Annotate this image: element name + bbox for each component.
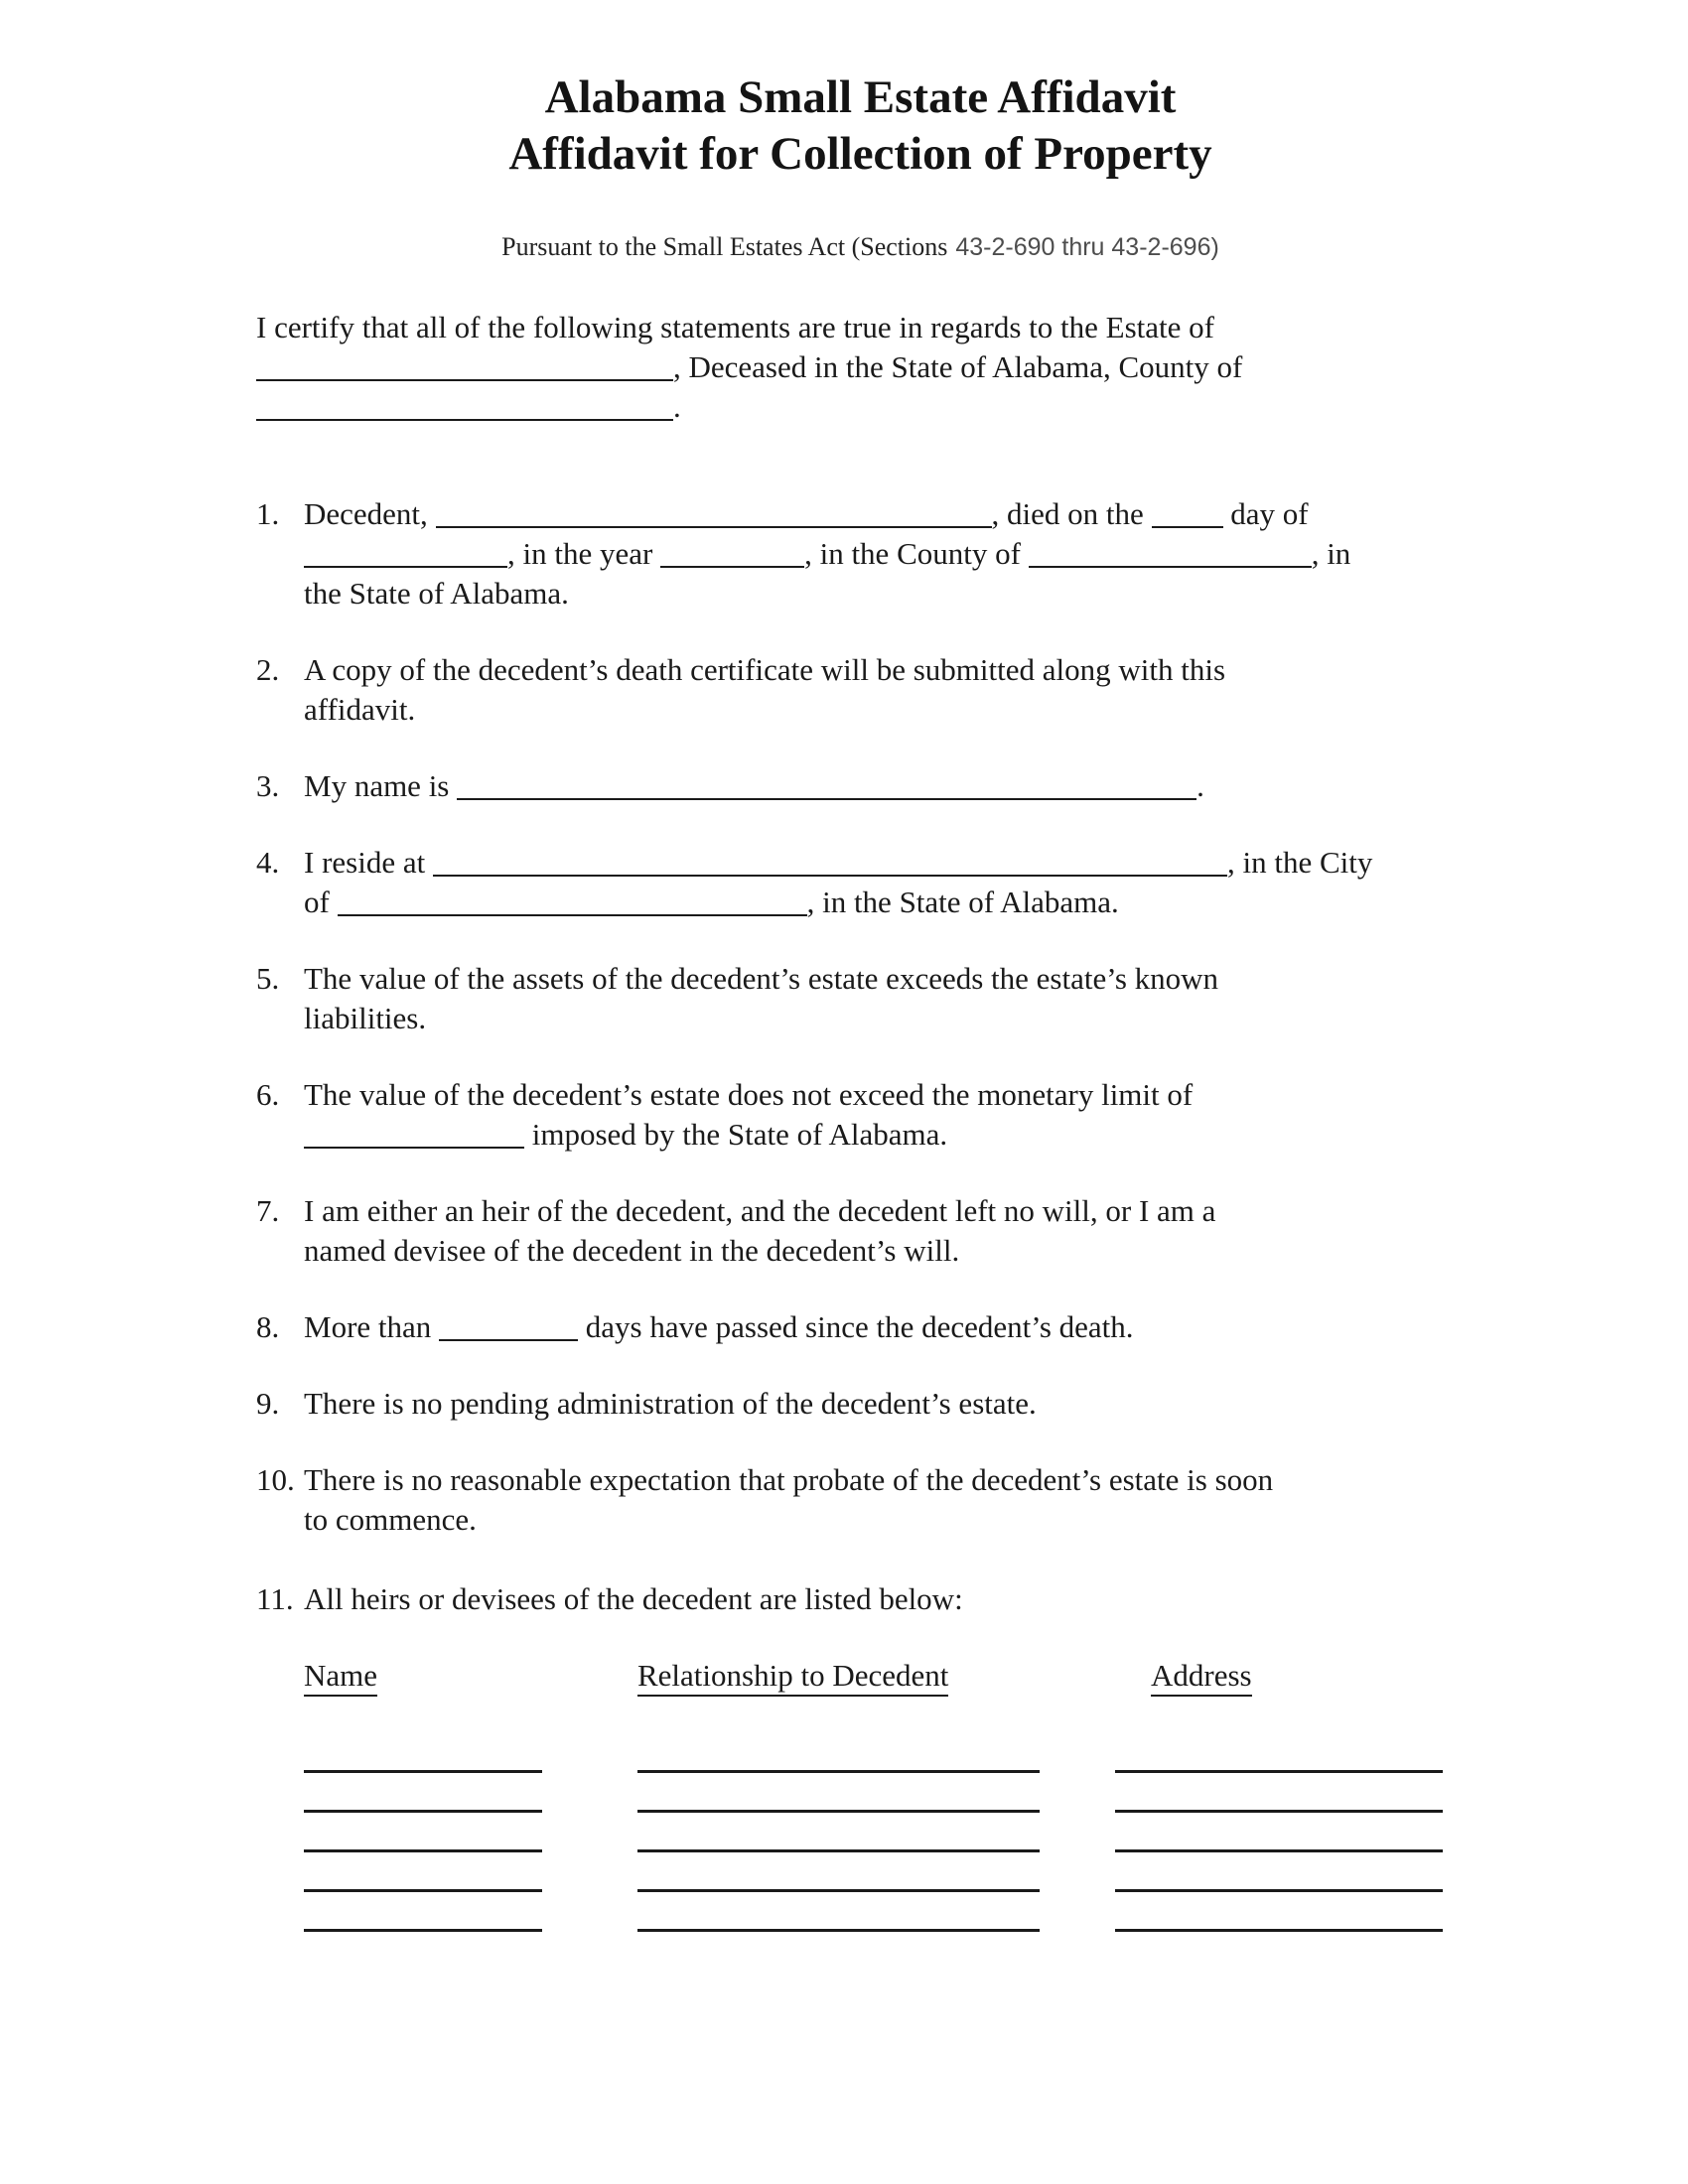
heirs-blank-cell[interactable] bbox=[1115, 1852, 1443, 1892]
heirs-header-cell bbox=[304, 1656, 542, 1696]
heirs-table-body bbox=[304, 1733, 1465, 1932]
item-text bbox=[304, 1075, 1465, 1155]
text-run: imposed by the State of Alabama. bbox=[524, 1117, 948, 1152]
text-run: I certify that all of the following statements are true in regards to the Estate of bbox=[256, 310, 1214, 344]
title-line-2: Affidavit for Collection of Property bbox=[508, 128, 1212, 180]
item-text bbox=[304, 959, 1465, 1038]
text-run: days have passed since the decedent’s death. bbox=[578, 1309, 1134, 1344]
heirs-column-header: Relationship to Decedent bbox=[637, 1658, 948, 1697]
item-number: 6. bbox=[256, 1077, 280, 1112]
text-run: , in bbox=[1311, 536, 1351, 571]
item-number: 7. bbox=[256, 1193, 280, 1228]
heirs-blank-cell[interactable] bbox=[1115, 1733, 1443, 1773]
blank-fill-in-line[interactable] bbox=[433, 875, 1227, 877]
item-text bbox=[304, 766, 1465, 806]
heirs-blank-cell[interactable] bbox=[1115, 1813, 1443, 1852]
statement-item-6 bbox=[256, 1075, 1465, 1155]
heirs-header-cell bbox=[637, 1656, 1040, 1696]
statement-item-11 bbox=[256, 1579, 1465, 1619]
item-number: 9. bbox=[256, 1386, 280, 1421]
text-run: of bbox=[304, 885, 338, 919]
text-run: , in the City bbox=[1226, 845, 1373, 880]
text-run: A copy of the decedent’s death certificate will be submitted along with this bbox=[304, 652, 1226, 687]
heirs-blank-cell[interactable] bbox=[637, 1852, 1040, 1892]
statement-item-4 bbox=[256, 843, 1465, 922]
blank-fill-in-line[interactable] bbox=[304, 566, 507, 568]
statement-item-1 bbox=[256, 494, 1465, 614]
text-run: day of bbox=[1222, 496, 1309, 531]
heirs-blank-row bbox=[304, 1773, 1465, 1813]
text-run: I reside at bbox=[304, 845, 433, 880]
heirs-table-header-row bbox=[304, 1656, 1465, 1696]
blank-fill-in-line[interactable] bbox=[436, 526, 992, 528]
text-run: , in the State of Alabama. bbox=[806, 885, 1119, 919]
blank-fill-in-line[interactable] bbox=[338, 914, 807, 916]
text-run: the State of Alabama. bbox=[304, 576, 569, 611]
text-run: affidavit. bbox=[304, 692, 416, 727]
item-number: 10. bbox=[256, 1462, 295, 1497]
item-text bbox=[304, 1460, 1465, 1540]
title-line-1: Alabama Small Estate Affidavit bbox=[544, 71, 1177, 123]
certification-paragraph bbox=[256, 308, 1465, 427]
document-title bbox=[256, 69, 1465, 183]
heirs-blank-row bbox=[304, 1852, 1465, 1892]
item-number: 8. bbox=[256, 1309, 280, 1344]
heirs-blank-row bbox=[304, 1733, 1465, 1773]
item-number: 5. bbox=[256, 961, 280, 996]
blank-fill-in-line[interactable] bbox=[457, 798, 1196, 800]
text-run: The value of the assets of the decedent’s estate exceeds the estate’s known bbox=[304, 961, 1219, 996]
statement-item-8 bbox=[256, 1307, 1465, 1347]
blank-fill-in-line[interactable] bbox=[439, 1339, 578, 1341]
item-number: 1. bbox=[256, 496, 280, 531]
heirs-blank-cell[interactable] bbox=[304, 1852, 542, 1892]
statement-item-9 bbox=[256, 1384, 1465, 1424]
item-text bbox=[304, 494, 1465, 614]
text-run: , in the County of bbox=[804, 536, 1029, 571]
statement-item-10 bbox=[256, 1460, 1465, 1540]
heirs-blank-cell[interactable] bbox=[637, 1813, 1040, 1852]
statement-item-2 bbox=[256, 650, 1465, 730]
text-run: , died on the bbox=[991, 496, 1152, 531]
item-text bbox=[304, 1579, 1465, 1619]
statement-item-7 bbox=[256, 1191, 1465, 1271]
item-number: 11. bbox=[256, 1581, 294, 1616]
heirs-blank-cell[interactable] bbox=[637, 1733, 1040, 1773]
item-text bbox=[304, 1384, 1465, 1424]
text-run: My name is bbox=[304, 768, 458, 803]
text-run: The value of the decedent’s estate does not exceed the monetary limit of bbox=[304, 1077, 1194, 1112]
text-run: More than bbox=[304, 1309, 440, 1344]
heirs-blank-row bbox=[304, 1892, 1465, 1932]
text-run: . bbox=[673, 389, 681, 424]
text-run: All heirs or devisees of the decedent are listed below: bbox=[304, 1581, 963, 1616]
heirs-blank-cell[interactable] bbox=[304, 1813, 542, 1852]
heirs-blank-cell[interactable] bbox=[1115, 1892, 1443, 1932]
statement-item-5 bbox=[256, 959, 1465, 1038]
subtitle bbox=[256, 230, 1465, 264]
item-number: 4. bbox=[256, 845, 280, 880]
heirs-column-header: Address bbox=[1151, 1658, 1252, 1697]
text-run: . bbox=[1196, 768, 1204, 803]
blank-fill-in-line[interactable] bbox=[1152, 526, 1223, 528]
blank-fill-in-line[interactable] bbox=[660, 566, 804, 568]
heirs-blank-cell[interactable] bbox=[637, 1892, 1040, 1932]
text-run: named devisee of the decedent in the decedent’s will. bbox=[304, 1233, 960, 1268]
text-run: , Deceased in the State of Alabama, County of bbox=[673, 349, 1243, 384]
item-text bbox=[304, 1307, 1465, 1347]
statements-list bbox=[256, 494, 1465, 1619]
blank-fill-in-line[interactable] bbox=[256, 379, 673, 381]
heirs-blank-cell[interactable] bbox=[304, 1773, 542, 1813]
blank-fill-in-line[interactable] bbox=[1029, 566, 1312, 568]
subtitle-act-text: Pursuant to the Small Estates Act (Sections bbox=[501, 232, 948, 261]
blank-fill-in-line[interactable] bbox=[256, 419, 673, 421]
heirs-column-header: Name bbox=[304, 1658, 377, 1697]
heirs-table bbox=[304, 1656, 1465, 1932]
text-run: There is no pending administration of the decedent’s estate. bbox=[304, 1386, 1037, 1421]
item-text bbox=[304, 650, 1465, 730]
heirs-header-cell bbox=[1115, 1656, 1443, 1696]
text-run: to commence. bbox=[304, 1502, 477, 1537]
blank-fill-in-line[interactable] bbox=[304, 1147, 524, 1149]
heirs-blank-cell[interactable] bbox=[1115, 1773, 1443, 1813]
item-text bbox=[304, 843, 1465, 922]
heirs-blank-cell[interactable] bbox=[304, 1733, 542, 1773]
text-run: I am either an heir of the decedent, and the decedent left no will, or I am a bbox=[304, 1193, 1216, 1228]
heirs-blank-cell[interactable] bbox=[637, 1773, 1040, 1813]
heirs-blank-row bbox=[304, 1813, 1465, 1852]
subtitle-statute-range: 43-2-690 thru 43-2-696) bbox=[955, 233, 1219, 261]
item-number: 3. bbox=[256, 768, 280, 803]
item-number: 2. bbox=[256, 652, 280, 687]
text-run: , in the year bbox=[507, 536, 661, 571]
statement-item-3 bbox=[256, 766, 1465, 806]
text-run: Decedent, bbox=[304, 496, 436, 531]
item-text bbox=[304, 1191, 1465, 1271]
heirs-blank-cell[interactable] bbox=[304, 1892, 542, 1932]
text-run: liabilities. bbox=[304, 1001, 427, 1035]
text-run: There is no reasonable expectation that probate of the decedent’s estate is soon bbox=[304, 1462, 1274, 1497]
